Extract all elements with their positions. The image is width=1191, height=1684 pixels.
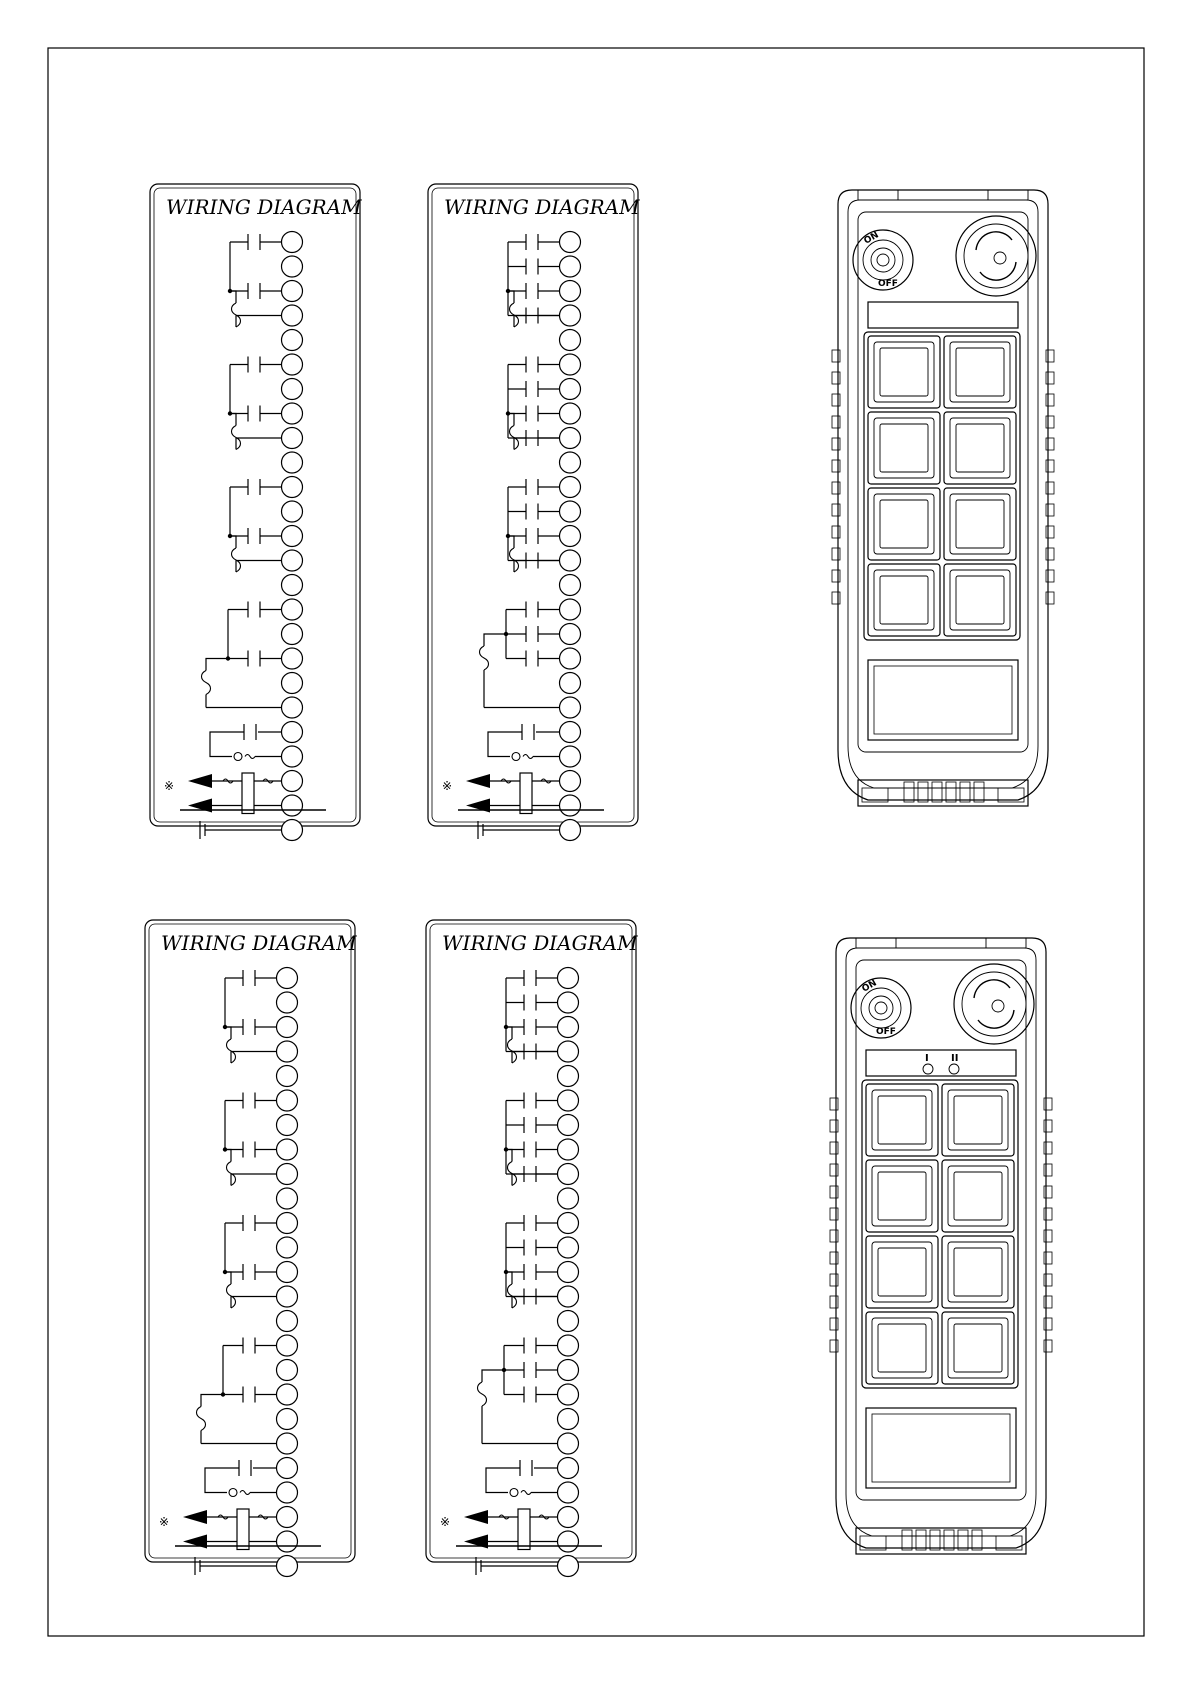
terminal-circle: [558, 1556, 579, 1577]
terminal-circle: [282, 575, 303, 596]
terminal-circle: [558, 1311, 579, 1332]
bottom-connector: [858, 780, 1028, 806]
terminal-circle: [560, 403, 581, 424]
terminal-circle: [558, 1286, 579, 1307]
terminal-circle: [282, 281, 303, 302]
terminal-circle: [560, 820, 581, 841]
side-rib: [830, 1296, 838, 1308]
side-rib: [830, 1186, 838, 1198]
side-rib: [1046, 394, 1054, 406]
terminal-circle: [277, 1090, 298, 1111]
side-rib: [832, 592, 840, 604]
terminal-circle: [558, 1335, 579, 1356]
side-rib: [1046, 372, 1054, 384]
push-button[interactable]: [866, 1160, 938, 1232]
push-button[interactable]: [944, 336, 1016, 408]
note-mark: ※: [442, 779, 453, 793]
terminal-circle: [560, 330, 581, 351]
side-rib: [1046, 460, 1054, 472]
terminal-circle: [282, 403, 303, 424]
terminal-circle: [558, 1115, 579, 1136]
terminal-circle: [558, 1360, 579, 1381]
indicator-led: [949, 1064, 959, 1074]
wiring-diagram-title: WIRING DIAGRAM: [161, 931, 357, 955]
panel-inner-border: [149, 924, 351, 1558]
feed-wire: [482, 1370, 504, 1382]
terminal-circle: [277, 1458, 298, 1479]
terminal-circle: [560, 648, 581, 669]
label-strip: [868, 302, 1018, 328]
terminal-circle: [560, 477, 581, 498]
top-lugs: [856, 938, 1026, 948]
terminal-circle: [560, 256, 581, 277]
terminal-circle: [560, 428, 581, 449]
fuse-symbol: [523, 755, 533, 759]
note-mark: ※: [164, 779, 175, 793]
feed-wire: [206, 659, 228, 671]
key-on-label: ON: [860, 978, 879, 995]
terminal-circle: [277, 1507, 298, 1528]
side-rib: [1046, 592, 1054, 604]
key-off-label: OFF: [878, 279, 898, 289]
terminal-circle: [560, 746, 581, 767]
terminal-circle: [558, 1066, 579, 1087]
push-button[interactable]: [866, 1084, 938, 1156]
relay-box: [520, 773, 532, 814]
feed-wire: [201, 1395, 223, 1407]
terminal-circle: [277, 1409, 298, 1430]
wiring-diagram-title: WIRING DIAGRAM: [166, 195, 362, 219]
remote-controller: [830, 938, 1052, 1554]
top-lugs: [858, 190, 1028, 200]
terminal-circle: [282, 305, 303, 326]
terminal-circle: [277, 1531, 298, 1552]
terminal-circle: [277, 1188, 298, 1209]
terminal-circle: [282, 746, 303, 767]
terminal-circle: [282, 771, 303, 792]
terminal-circle: [277, 1384, 298, 1405]
antenna-icon: [464, 1510, 488, 1524]
terminal-circle: [558, 1482, 579, 1503]
terminal-circle: [558, 992, 579, 1013]
side-rib: [1044, 1208, 1052, 1220]
side-rib: [1044, 1120, 1052, 1132]
note-mark: ※: [159, 1515, 170, 1529]
terminal-circle: [282, 354, 303, 375]
terminal-circle: [558, 1164, 579, 1185]
push-button[interactable]: [868, 336, 940, 408]
push-button[interactable]: [942, 1084, 1014, 1156]
side-rib: [830, 1142, 838, 1154]
terminal-circle: [282, 550, 303, 571]
side-rib: [832, 350, 840, 362]
terminal-circle: [560, 526, 581, 547]
terminal-circle: [558, 1507, 579, 1528]
key-on-label: ON: [862, 230, 881, 247]
emergency-stop-icon: [954, 964, 1034, 1044]
terminal-circle: [282, 722, 303, 743]
terminal-circle: [277, 1115, 298, 1136]
side-rib: [1044, 1098, 1052, 1110]
remote-face: [858, 212, 1028, 752]
side-rib: [1046, 416, 1054, 428]
terminal-circle: [277, 1262, 298, 1283]
side-rib: [1046, 548, 1054, 560]
terminal-circle: [560, 575, 581, 596]
push-button[interactable]: [942, 1236, 1014, 1308]
terminal-circle: [560, 771, 581, 792]
panel-inner-border: [430, 924, 632, 1558]
spring-symbol: [478, 1382, 487, 1406]
terminal-circle: [277, 1164, 298, 1185]
label-strip: [866, 1050, 1016, 1076]
terminal-circle: [282, 232, 303, 253]
push-button[interactable]: [942, 1160, 1014, 1232]
side-rib: [830, 1252, 838, 1264]
terminal-circle: [277, 1335, 298, 1356]
wiring-diagram-panel: [150, 184, 362, 841]
terminal-circle: [558, 1458, 579, 1479]
terminal-circle: [558, 968, 579, 989]
bottom-connector: [856, 1528, 1026, 1554]
terminal-circle: [558, 1139, 579, 1160]
terminal-circle: [282, 697, 303, 718]
terminal-circle: [282, 795, 303, 816]
side-rib: [1044, 1142, 1052, 1154]
terminal-circle: [560, 550, 581, 571]
display-window: [866, 1408, 1016, 1488]
terminal-circle: [282, 452, 303, 473]
terminal-circle: [282, 673, 303, 694]
terminal-circle: [558, 1237, 579, 1258]
ground-icon: [476, 1557, 558, 1575]
side-rib: [830, 1230, 838, 1242]
terminal-circle: [558, 1262, 579, 1283]
note-mark: ※: [440, 1515, 451, 1529]
terminal-circle: [277, 1286, 298, 1307]
fuse-symbol: [234, 753, 242, 761]
push-button[interactable]: [942, 1312, 1014, 1384]
terminal-circle: [560, 281, 581, 302]
push-button[interactable]: [868, 412, 940, 484]
button-frame: [862, 1080, 1018, 1388]
side-rib: [1044, 1274, 1052, 1286]
side-rib: [830, 1164, 838, 1176]
terminal-circle: [560, 379, 581, 400]
side-rib: [830, 1098, 838, 1110]
side-rib: [832, 416, 840, 428]
button-frame: [864, 332, 1020, 640]
side-rib: [1044, 1186, 1052, 1198]
fuse-symbol: [510, 1489, 518, 1497]
fuse-symbol: [521, 1491, 531, 1495]
terminal-circle: [560, 673, 581, 694]
relay-box: [518, 1509, 530, 1550]
wiring-diagram-title: WIRING DIAGRAM: [442, 931, 638, 955]
push-button[interactable]: [944, 488, 1016, 560]
terminal-circle: [558, 1409, 579, 1430]
side-rib: [832, 504, 840, 516]
panel-outer-border: [150, 184, 360, 826]
spring-symbol: [202, 671, 211, 695]
ground-icon: [195, 1557, 277, 1575]
key-switch-icon: [851, 978, 911, 1038]
side-rib: [1046, 438, 1054, 450]
terminal-circle: [560, 354, 581, 375]
feed-wire: [484, 634, 506, 646]
panel-outer-border: [426, 920, 636, 1562]
fuse-symbol: [229, 1489, 237, 1497]
side-rib: [830, 1274, 838, 1286]
antenna-icon: [183, 1510, 207, 1524]
terminal-circle: [282, 330, 303, 351]
side-rib: [830, 1318, 838, 1330]
side-rib: [830, 1120, 838, 1132]
terminal-circle: [558, 1188, 579, 1209]
key-off-label: OFF: [876, 1027, 896, 1037]
side-rib: [1046, 504, 1054, 516]
side-rib: [1044, 1296, 1052, 1308]
side-rib: [1046, 482, 1054, 494]
side-rib: [1044, 1252, 1052, 1264]
panel-outer-border: [428, 184, 638, 826]
terminal-circle: [277, 1213, 298, 1234]
side-rib: [832, 460, 840, 472]
terminal-circle: [558, 1384, 579, 1405]
side-rib: [832, 438, 840, 450]
terminal-circle: [277, 1017, 298, 1038]
side-rib: [832, 482, 840, 494]
display-window-inner: [874, 666, 1012, 734]
ground-icon: [478, 821, 560, 839]
indicator-label: I: [925, 1053, 929, 1064]
side-rib: [1044, 1340, 1052, 1352]
terminal-circle: [277, 1433, 298, 1454]
terminal-circle: [277, 1041, 298, 1062]
terminal-circle: [558, 1531, 579, 1552]
terminal-circle: [282, 624, 303, 645]
terminal-circle: [277, 1556, 298, 1577]
emergency-stop-icon: [956, 216, 1036, 296]
wiring-diagram-title: WIRING DIAGRAM: [444, 195, 640, 219]
terminal-circle: [560, 599, 581, 620]
push-button[interactable]: [944, 564, 1016, 636]
wiring-diagram-panel: [428, 184, 640, 841]
side-rib: [1046, 526, 1054, 538]
fuse-symbol: [245, 755, 255, 759]
indicator-label: II: [951, 1053, 959, 1064]
antenna-icon: [188, 774, 212, 788]
remote-face: [856, 960, 1026, 1500]
push-button[interactable]: [868, 488, 940, 560]
side-rib: [832, 526, 840, 538]
terminal-circle: [277, 968, 298, 989]
terminal-circle: [282, 820, 303, 841]
push-button[interactable]: [868, 564, 940, 636]
fuse-symbol: [240, 1491, 250, 1495]
spring-symbol: [480, 646, 489, 670]
terminal-circle: [560, 722, 581, 743]
terminal-circle: [282, 477, 303, 498]
side-rib: [832, 372, 840, 384]
indicator-led: [923, 1064, 933, 1074]
antenna-icon: [466, 774, 490, 788]
terminal-circle: [282, 501, 303, 522]
spring-symbol: [197, 1407, 206, 1431]
terminal-circle: [558, 1017, 579, 1038]
terminal-circle: [282, 648, 303, 669]
terminal-circle: [560, 305, 581, 326]
terminal-circle: [277, 1237, 298, 1258]
terminal-circle: [560, 624, 581, 645]
terminal-circle: [277, 1311, 298, 1332]
terminal-circle: [560, 232, 581, 253]
terminal-circle: [560, 501, 581, 522]
side-rib: [830, 1208, 838, 1220]
relay-box: [237, 1509, 249, 1550]
terminal-circle: [277, 1066, 298, 1087]
terminal-circle: [558, 1090, 579, 1111]
terminal-circle: [560, 795, 581, 816]
terminal-circle: [277, 992, 298, 1013]
key-switch-icon: [853, 230, 913, 290]
terminal-circle: [560, 452, 581, 473]
push-button[interactable]: [866, 1236, 938, 1308]
terminal-circle: [277, 1360, 298, 1381]
terminal-circle: [282, 526, 303, 547]
side-rib: [832, 548, 840, 560]
side-rib: [1044, 1164, 1052, 1176]
panel-inner-border: [154, 188, 356, 822]
side-rib: [1046, 570, 1054, 582]
sheet-border: [48, 48, 1144, 1636]
side-rib: [832, 394, 840, 406]
side-rib: [832, 570, 840, 582]
relay-box: [242, 773, 254, 814]
terminal-circle: [282, 599, 303, 620]
side-rib: [1044, 1230, 1052, 1242]
panel-inner-border: [432, 188, 634, 822]
terminal-circle: [558, 1213, 579, 1234]
fuse-symbol: [512, 753, 520, 761]
wiring-diagram-panel: [145, 920, 357, 1577]
terminal-circle: [282, 256, 303, 277]
terminal-circle: [282, 428, 303, 449]
terminal-circle: [558, 1433, 579, 1454]
side-rib: [1044, 1318, 1052, 1330]
push-button[interactable]: [866, 1312, 938, 1384]
display-window: [868, 660, 1018, 740]
panel-outer-border: [145, 920, 355, 1562]
display-window-inner: [872, 1414, 1010, 1482]
terminal-circle: [282, 379, 303, 400]
wiring-diagram-panel: [426, 920, 638, 1577]
side-rib: [1046, 350, 1054, 362]
remote-controller: [832, 190, 1054, 806]
push-button[interactable]: [944, 412, 1016, 484]
terminal-circle: [558, 1041, 579, 1062]
terminal-circle: [277, 1482, 298, 1503]
terminal-circle: [560, 697, 581, 718]
terminal-circle: [277, 1139, 298, 1160]
side-rib: [830, 1340, 838, 1352]
ground-icon: [200, 821, 282, 839]
